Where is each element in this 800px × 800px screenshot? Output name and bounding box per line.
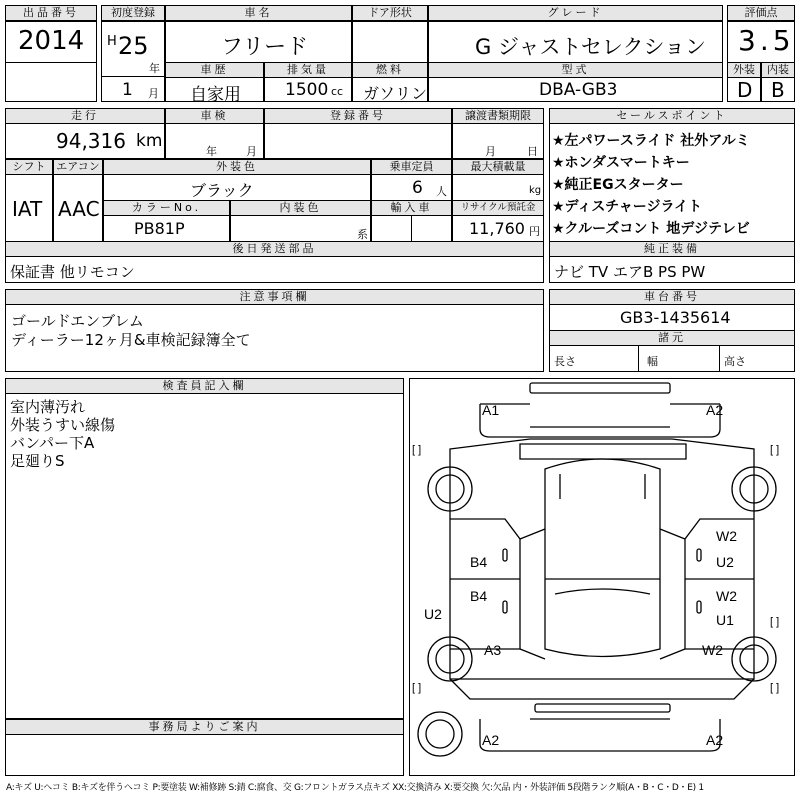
car-diagram-panel <box>409 378 795 776</box>
car-name-header: 車名 <box>165 5 352 21</box>
notes-cell <box>5 304 544 372</box>
grade-cell <box>428 21 723 63</box>
score-value: 3.5 <box>738 24 795 57</box>
history-value: 自家用 <box>190 85 241 105</box>
sales-point-3: ★純正EGスターター <box>552 177 684 193</box>
first-reg-cell <box>101 21 165 77</box>
inspection-cell <box>165 123 264 159</box>
ext-color-value: ブラック <box>190 181 254 200</box>
era-value: H <box>107 34 117 49</box>
score-header: 評価点 <box>727 5 795 21</box>
history-cell <box>165 77 264 105</box>
history-header: 車歴 <box>165 62 264 78</box>
bracket-right-mid: [ ] <box>770 616 780 628</box>
mark-a1: A1 <box>482 402 500 418</box>
reg-no-cell <box>264 123 452 159</box>
interior-header: 内装 <box>761 62 795 78</box>
inspection-header: 車検 <box>165 108 264 124</box>
transfer-deadline-cell <box>452 123 544 159</box>
car-name-value: フリード <box>221 35 309 60</box>
inspector-note-4: 足廻りS <box>10 452 65 470</box>
inspector-note-2: 外装うすい線傷 <box>10 416 116 434</box>
recycle-header: リサイクル預託金 <box>452 200 544 216</box>
first-reg-header: 初度登録 <box>101 5 165 21</box>
displacement-cell <box>264 77 352 102</box>
bracket-right-bot: [ ] <box>770 682 780 694</box>
sales-point-1: ★左パワースライド 社外アルミ <box>552 133 750 149</box>
dim-width-label: 幅 <box>647 355 658 368</box>
aircon-value: AAC <box>58 197 100 221</box>
grade-header: グレード <box>428 5 723 21</box>
interior-cell <box>761 77 795 102</box>
color-no-value: PB81P <box>134 219 185 238</box>
sales-points-cell <box>549 123 795 242</box>
bracket-left-bot: [ ] <box>412 682 422 694</box>
reg-no-header: 登録番号 <box>264 108 452 124</box>
lot-no-value: 2014 <box>18 26 85 56</box>
sales-point-2: ★ホンダスマートキー <box>552 155 690 171</box>
sales-point-5: ★クルーズコント 地デジテレビ <box>552 221 750 237</box>
interior-value: B <box>771 78 785 102</box>
capacity-value: 6 <box>412 178 423 198</box>
recycle-cell <box>452 215 544 242</box>
later-parts-header: 後日発送部品 <box>5 241 544 257</box>
mark-w2-a: W2 <box>716 528 737 544</box>
mark-u2-a: U2 <box>716 554 734 570</box>
later-parts-value: 保証書 他リモコン <box>10 263 135 281</box>
grade-value: G ジャストセレクション <box>475 35 707 59</box>
chassis-no-cell <box>549 304 795 331</box>
insp-month-unit: 月 <box>246 145 257 158</box>
mileage-unit: km <box>136 131 163 151</box>
displacement-header: 排気量 <box>264 62 352 78</box>
int-color-cell <box>230 215 371 242</box>
inspector-note-1: 室内薄汚れ <box>10 398 86 416</box>
transfer-deadline-header: 譲渡書類期限 <box>452 108 544 124</box>
mark-a2-bl: A2 <box>482 732 500 748</box>
exterior-header: 外装 <box>727 62 761 78</box>
car-name-cell <box>165 21 352 63</box>
insp-year-unit: 年 <box>206 145 217 158</box>
year-value: 25 <box>118 32 149 60</box>
month-unit: 月 <box>148 87 159 100</box>
door-cell <box>352 21 428 63</box>
score-cell <box>727 21 795 63</box>
shift-header: シフト <box>5 159 53 175</box>
mark-b4-b: B4 <box>470 588 488 604</box>
bracket-left-top: [ ] <box>412 444 422 456</box>
int-color-header: 内装色 <box>230 200 371 216</box>
mark-a3: A3 <box>484 642 502 658</box>
mark-b4-a: B4 <box>470 554 488 570</box>
dim-width-cell <box>638 345 720 372</box>
later-parts-cell <box>5 256 544 283</box>
capacity-header: 乗車定員 <box>371 159 452 175</box>
genuine-equip-value: ナビ TV エアB PS PW <box>554 263 706 281</box>
mark-a2-br: A2 <box>706 732 724 748</box>
import-header: 輸入車 <box>371 200 452 216</box>
import-cell <box>371 215 412 242</box>
transfer-month-unit: 月 <box>485 145 496 158</box>
dim-length-cell <box>549 345 639 372</box>
aircon-header: エアコン <box>53 159 103 175</box>
int-color-unit: 系 <box>357 228 368 241</box>
import-cell-2 <box>411 215 452 242</box>
lot-no-cell <box>5 21 97 63</box>
mark-u1: U1 <box>716 612 734 628</box>
mark-a2-top: A2 <box>706 402 724 418</box>
exterior-value: D <box>737 78 753 102</box>
mark-u2-left: U2 <box>424 606 442 622</box>
load-unit: kg <box>529 185 542 196</box>
dimensions-header: 諸元 <box>549 330 795 346</box>
office-cell <box>5 734 404 776</box>
office-header: 事務局よりご案内 <box>5 719 404 735</box>
legend-text: A:キズ U:ヘコミ B:キズを伴うヘコミ P:要塗装 W:補修跡 S:錆 C:腐食、交 G:フロントガラス点キズ XX:交換済み X:要交換 欠:欠品 内・外装評価 5段階ランク順(A・B・C・D・E) 1 <box>6 783 704 793</box>
mileage-value: 94,316 <box>56 129 126 153</box>
dim-height-cell <box>719 345 795 372</box>
max-load-header: 最大積載量 <box>452 159 544 175</box>
ext-color-cell <box>103 174 371 201</box>
fuel-header: 燃料 <box>352 62 428 78</box>
chassis-no-header: 車台番号 <box>549 289 795 305</box>
dim-length-label: 長さ <box>554 355 576 368</box>
transfer-day-unit: 日 <box>527 145 538 158</box>
color-no-cell <box>103 215 230 242</box>
recycle-unit: 円 <box>529 225 540 238</box>
color-no-header: カラーNo. <box>103 200 230 216</box>
year-unit: 年 <box>149 62 160 75</box>
sales-points-header: セールスポイント <box>549 108 795 124</box>
recycle-value: 11,760 <box>469 219 525 238</box>
fuel-value: ガソリン <box>363 84 428 103</box>
capacity-unit: 人 <box>436 185 447 198</box>
notes-header: 注意事項欄 <box>5 289 544 305</box>
displacement-unit: cc <box>331 85 344 98</box>
mileage-cell <box>5 123 165 159</box>
shift-cell <box>5 174 53 242</box>
max-load-cell <box>452 174 544 201</box>
lot-no-header: 出品番号 <box>5 5 97 21</box>
shift-value: IAT <box>12 197 43 221</box>
mileage-header: 走行 <box>5 108 165 124</box>
note-1: ゴールドエンブレム <box>11 312 144 330</box>
bracket-right-top: [ ] <box>770 444 780 456</box>
first-reg-month-cell <box>101 76 165 102</box>
aircon-cell <box>53 174 103 242</box>
model-header: 型式 <box>428 62 723 78</box>
inspector-cell <box>5 393 404 719</box>
mark-w2-c: W2 <box>702 642 723 658</box>
ext-color-header: 外装色 <box>103 159 371 175</box>
capacity-cell <box>371 174 452 201</box>
chassis-no-value: GB3-1435614 <box>620 308 731 327</box>
lot-no-lower <box>5 62 97 102</box>
model-value: DBA-GB3 <box>539 80 618 100</box>
inspector-note-3: バンパー下A <box>10 434 95 452</box>
exterior-cell <box>727 77 761 102</box>
car-diagram <box>410 379 794 775</box>
inspector-header: 検査員記入欄 <box>5 378 404 394</box>
model-cell <box>428 77 723 102</box>
fuel-cell <box>352 77 428 102</box>
genuine-equip-header: 純正装備 <box>549 241 795 257</box>
displacement-value: 1500 <box>285 80 329 100</box>
note-2: ディーラー12ヶ月&車検記録簿全て <box>11 331 251 349</box>
mark-w2-b: W2 <box>716 588 737 604</box>
dim-height-label: 高さ <box>724 355 746 368</box>
month-value: 1 <box>122 80 133 100</box>
door-header: ドア形状 <box>352 5 428 21</box>
genuine-equip-cell <box>549 256 795 283</box>
sales-point-4: ★ディスチャージライト <box>552 199 703 215</box>
